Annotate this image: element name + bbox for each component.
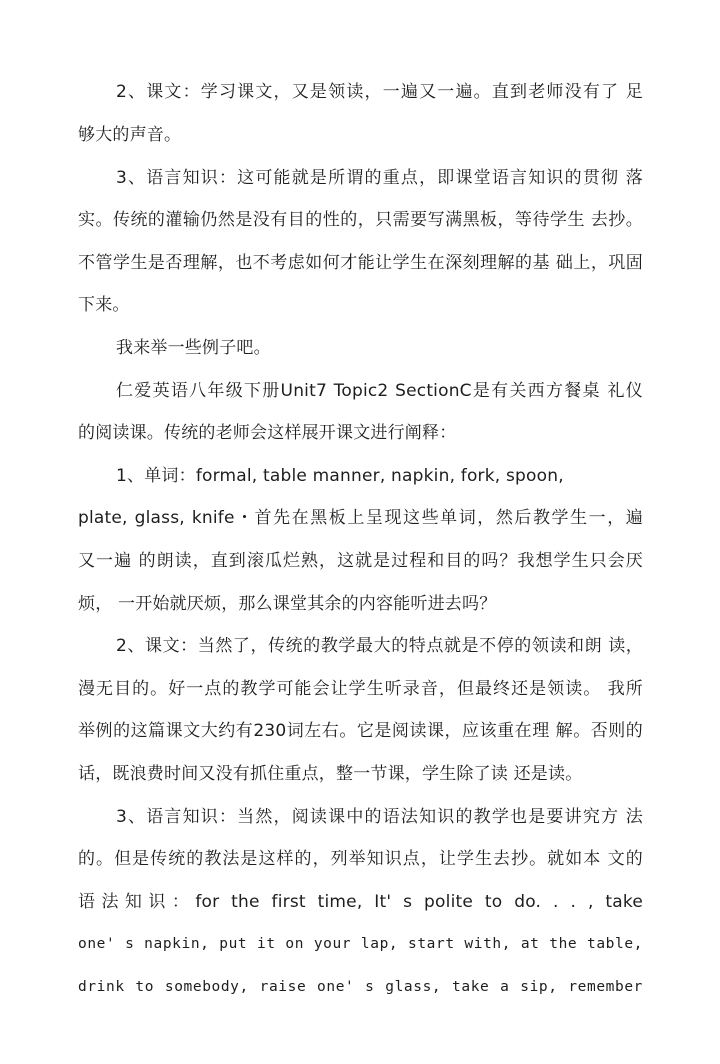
paragraph-line: 2、课文：学习课文，又是领读，一遍又一遍。直到老师没有了 足 xyxy=(116,82,643,102)
paragraph-line: 话，既浪费时间又没有抓住重点，整一节课，学生除了读 还是读。 xyxy=(78,764,583,784)
paragraph-line: 又一遍 的朗读，直到滚瓜烂熟，这就是过程和目的吗？我想学生只会厌 xyxy=(78,551,643,571)
paragraph-line: drink to somebody, raise one' s glass, take a sip, remember xyxy=(78,979,643,995)
paragraph-line: 2、课文：当然了，传统的教学最大的特点就是不停的领读和朗 读， xyxy=(116,636,643,656)
paragraph-line: 漫无目的。好一点的教学可能会让学生听录音，但最终还是领读。 我所 xyxy=(78,679,643,699)
paragraph-line: 烦， 一开始就厌烦，那么课堂其余的内容能听进去吗？ xyxy=(78,594,497,614)
paragraph-line: 3、语言知识：这可能就是所谓的重点，即课堂语言知识的贯彻 落 xyxy=(116,168,643,188)
paragraph-line: 的。但是传统的教法是这样的，列举知识点，让学生去抄。就如本 文的 xyxy=(78,849,643,869)
paragraph-line: one' s napkin, put it on your lap, start with, at the table, xyxy=(78,936,643,952)
paragraph-line: plate, glass, knife・首先在黑板上呈现这些单词，然后教学生一，遍 xyxy=(78,508,643,528)
paragraph-line: 的阅读课。传统的老师会这样展开课文进行阐释： xyxy=(78,423,457,443)
paragraph-line: 仁爱英语八年级下册Unit7 Topic2 SectionC是有关西方餐桌 礼仪 xyxy=(116,381,643,401)
paragraph-line: 语法知识：for the first time, It' s polite to do. . . , take xyxy=(78,892,643,912)
paragraph-line: 下来。 xyxy=(78,295,130,315)
paragraph-line: 不管学生是否理解，也不考虑如何才能让学生在深刻理解的基 础上，巩固 xyxy=(78,253,643,273)
paragraph-line: 够大的声音。 xyxy=(78,125,182,145)
paragraph-line: 1、单词：formal, table manner, napkin, fork, spoon, xyxy=(116,466,564,486)
paragraph-line: 实。传统的灌输仍然是没有目的性的，只需要写满黑板，等待学生 去抄。 xyxy=(78,210,643,230)
paragraph-line: 我来举一些例子吧。 xyxy=(116,338,271,358)
paragraph-line: 3、语言知识：当然，阅读课中的语法知识的教学也是要讲究方 法 xyxy=(116,807,643,827)
paragraph-line: 举例的这篇课文大约有230词左右。它是阅读课，应该重在理 解。否则的 xyxy=(78,721,643,741)
